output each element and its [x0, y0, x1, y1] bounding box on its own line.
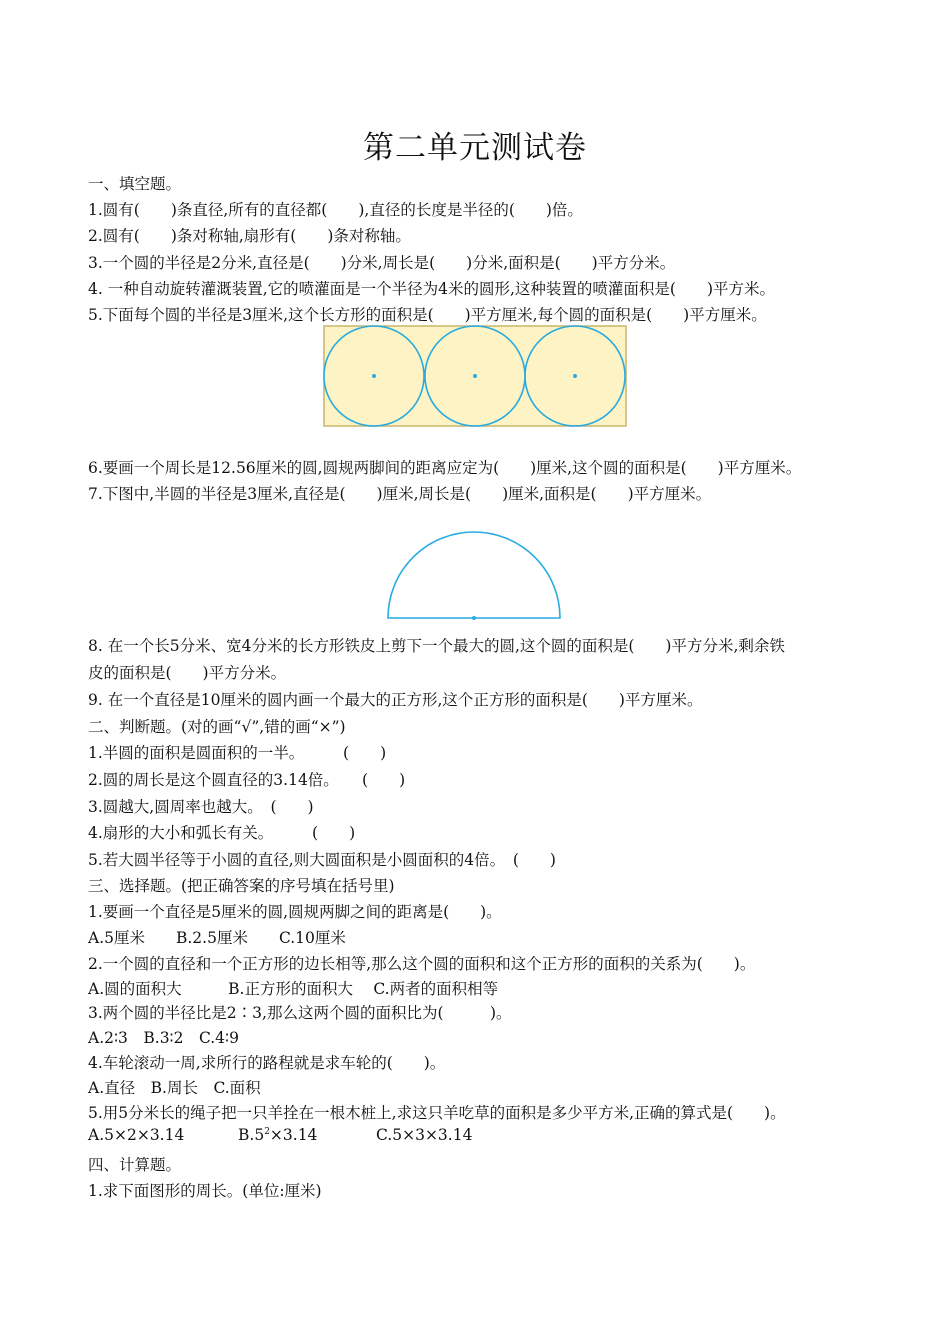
fill-question-7: 7.下图中,半圆的半径是3厘米,直径是( )厘米,周长是( )厘米,面积是( )平方厘米。	[88, 485, 712, 503]
judge-question-1: 1.半圆的面积是圆面积的一半。 ( )	[88, 744, 387, 762]
judge-question-4: 4.扇形的大小和弧长有关。 ( )	[88, 824, 356, 842]
section-judge-heading: 二、判断题。(对的画“√”,错的画“×”)	[88, 718, 346, 736]
choice-question-1-options: A.5厘米 B.2.5厘米 C.10厘米	[88, 929, 346, 947]
option-b-exponent: 2	[264, 1126, 270, 1137]
semicircle-shape	[388, 532, 560, 618]
choice-question-5-options	[88, 1126, 472, 1144]
page-title: 第二单元测试卷	[363, 130, 587, 166]
choice-question-3: 3.两个圆的半径比是2∶3,那么这两个圆的面积比为( )。	[88, 1004, 512, 1022]
choice-question-4: 4.车轮滚动一周,求所行的路程就是求车轮的( )。	[88, 1054, 446, 1072]
choice-question-2-options: A.圆的面积大 B.正方形的面积大 C.两者的面积相等	[88, 980, 499, 998]
choice-question-3-options: A.2∶3 B.3∶2 C.4∶9	[88, 1029, 239, 1047]
semicircle-center	[472, 616, 476, 620]
three-circles-figure	[322, 324, 628, 428]
option-a: A.5×2×3.14	[88, 1126, 185, 1144]
section-choice-heading: 三、选择题。(把正确答案的序号填在括号里)	[88, 877, 395, 895]
choice-question-1: 1.要画一个直径是5厘米的圆,圆规两脚之间的距离是( )。	[88, 903, 502, 921]
choice-question-2: 2.一个圆的直径和一个正方形的边长相等,那么这个圆的面积和这个正方形的面积的关系为( )。	[88, 955, 756, 973]
semicircle-figure	[385, 527, 565, 622]
option-b-base: B.5	[238, 1126, 265, 1144]
option-c: C.5×3×3.14	[376, 1126, 473, 1144]
fill-question-6: 6.要画一个周长是12.56厘米的圆,圆规两脚间的距离应定为( )厘米,这个圆的面积是( )平方厘米。	[88, 459, 802, 477]
section-calc-heading: 四、计算题。	[88, 1156, 182, 1174]
fill-question-8-line-1: 8. 在一个长5分米、宽4分米的长方形铁皮上剪下一个最大的圆,这个圆的面积是( )平方分米,剩余铁	[88, 637, 785, 655]
fill-question-9: 9. 在一个直径是10厘米的圆内画一个最大的正方形,这个正方形的面积是( )平方厘米。	[88, 691, 703, 709]
calc-question-1: 1.求下面图形的周长。(单位:厘米)	[88, 1182, 322, 1200]
judge-question-2: 2.圆的周长是这个圆直径的3.14倍。 ( )	[88, 771, 406, 789]
circle-1-center	[372, 374, 376, 378]
fill-question-5: 5.下面每个圆的半径是3厘米,这个长方形的面积是( )平方厘米,每个圆的面积是( )平方厘米。	[88, 306, 767, 324]
choice-question-5: 5.用5分米长的绳子把一只羊拴在一根木桩上,求这只羊吃草的面积是多少平方米,正确的算式是( )。	[88, 1104, 786, 1122]
judge-question-3: 3.圆越大,圆周率也越大。 ( )	[88, 798, 314, 816]
circle-2-center	[473, 374, 477, 378]
fill-question-3: 3.一个圆的半径是2分米,直径是( )分米,周长是( )分米,面积是( )平方分米。	[88, 254, 676, 272]
section-fill-heading: 一、填空题。	[88, 175, 182, 193]
option-b	[238, 1126, 376, 1144]
judge-question-5: 5.若大圆半径等于小圆的直径,则大圆面积是小圆面积的4倍。 ( )	[88, 851, 556, 869]
fill-question-8-line-2: 皮的面积是( )平方分米。	[88, 664, 287, 682]
fill-question-4: 4. 一种自动旋转灌溉装置,它的喷灌面是一个半径为4米的圆形,这种装置的喷灌面积是( )平方米。	[88, 280, 776, 298]
option-b-rest: ×3.14	[269, 1126, 318, 1144]
circle-3-center	[573, 374, 577, 378]
fill-question-1: 1.圆有( )条直径,所有的直径都( ),直径的长度是半径的( )倍。	[88, 201, 583, 219]
fill-question-2: 2.圆有( )条对称轴,扇形有( )条对称轴。	[88, 227, 411, 245]
choice-question-4-options: A.直径 B.周长 C.面积	[88, 1079, 261, 1097]
